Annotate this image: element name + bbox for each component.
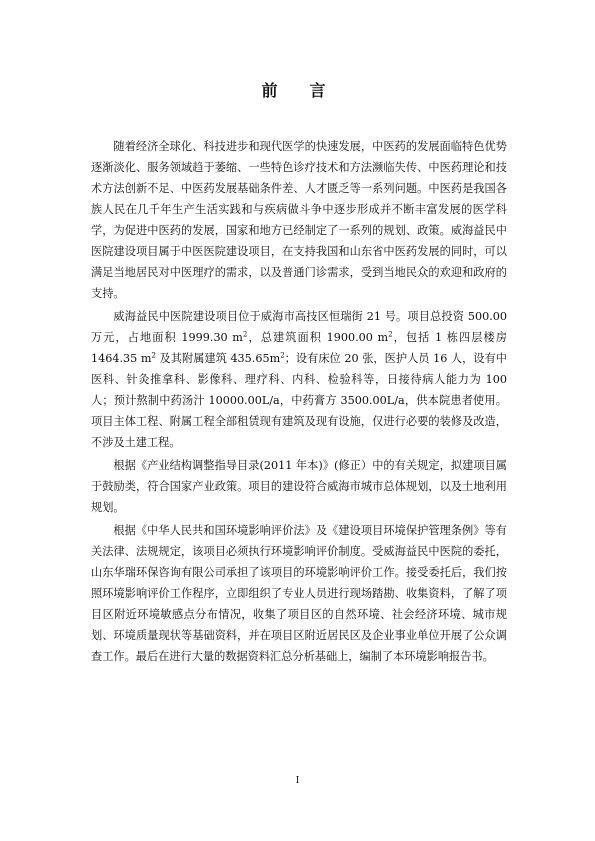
project-text-part-1: 威海益民中医院建设项目位于威海市高技区恒瑞街 21 号。项目总投资 500.00 万元，占地面积 1999.30 m (91, 310, 507, 344)
project-text-part-3: ，包括 1 栋四层楼房 1464.35 m (91, 331, 508, 365)
document-body (91, 136, 507, 669)
project-text-part-2: ，总建筑面积 1900.00 m (247, 331, 389, 344)
paragraph-eia-process: 根据《中华人民共和国环境影响评价法》及《建设项目环境保护管理条例》等有关法律、法规规定，该项目必须执行环境影响评价制度。受威海益民中医院的委托，山东华瑞环保咨询有限公司承担了该项目的环境影响评价工作。接受委托后，我们按照环境影响评价工作程序，立即组织了专业人员进行现场踏勘、收集资料，了解了项目区附近环境敏感点分布情况，收集了项目区的自然环境、社会经济环境、城市规划、环境质量现状等基础资料，并在项目区附近居民区及企业事业单位开展了公众调查工作。最后在进行大量的数据资料汇总分析基础上，编制了本环境影响报告书。 (91, 524, 507, 663)
superscript: 2 (280, 351, 285, 360)
paragraph-industry-policy: 根据《产业结构调整指导目录(2011 年本)》(修正）中的有关规定，拟建项目属于鼓励类，符合国家产业政策。项目的建设符合威海市城市总体规划，以及土地利用规划。 (91, 459, 507, 514)
page-number: I (295, 776, 300, 786)
superscript: 2 (388, 330, 393, 339)
project-text-part-4: 及其附属建筑 435.65m (155, 352, 281, 365)
page-title: 前 言 (261, 81, 334, 100)
superscript: 2 (242, 330, 248, 339)
paragraph-project-overview (91, 306, 507, 453)
paragraph-background: 随着经济全球化、科技进步和现代医学的快速发展，中医药的发展面临特色优势逐渐淡化、服务领域趋于萎缩、一些特色诊疗技术和方法濒临失传、中医药理论和技术方法创新不足、中医药发展基础条件差、人才匮乏等一系列问题。中医药是我国各族人民在几千年生产生活实践和与疾病做斗争中逐步形成并不断丰富发展的医学科学，为促进中医药的发展，国家和地方已经制定了一系列的规划、政策。威海益民中医院建设项目属于中医医院建设项目，在支持我国和山东省中医药发展的同时，可以满足当地居民对中医理疗的需求，以及普通门诊需求，受到当地民众的欢迎和政府的支持。 (91, 140, 507, 300)
superscript: 2 (151, 351, 156, 360)
project-text-part-5: ；设有床位 20 张，医护人员 16 人，设有中医科、针灸推拿科、影像科、理疗科、内科、检验科等，日接待病人能力为 100 人；预计熬制中药汤汁 10000.00L/a，中药膏方 3500.00L/a，供本院患者使用。项目主体工程、附属工程全部租赁现有建筑及现有设施，仅进行必要的装修及改造，不涉及土建工程。 (91, 352, 507, 449)
